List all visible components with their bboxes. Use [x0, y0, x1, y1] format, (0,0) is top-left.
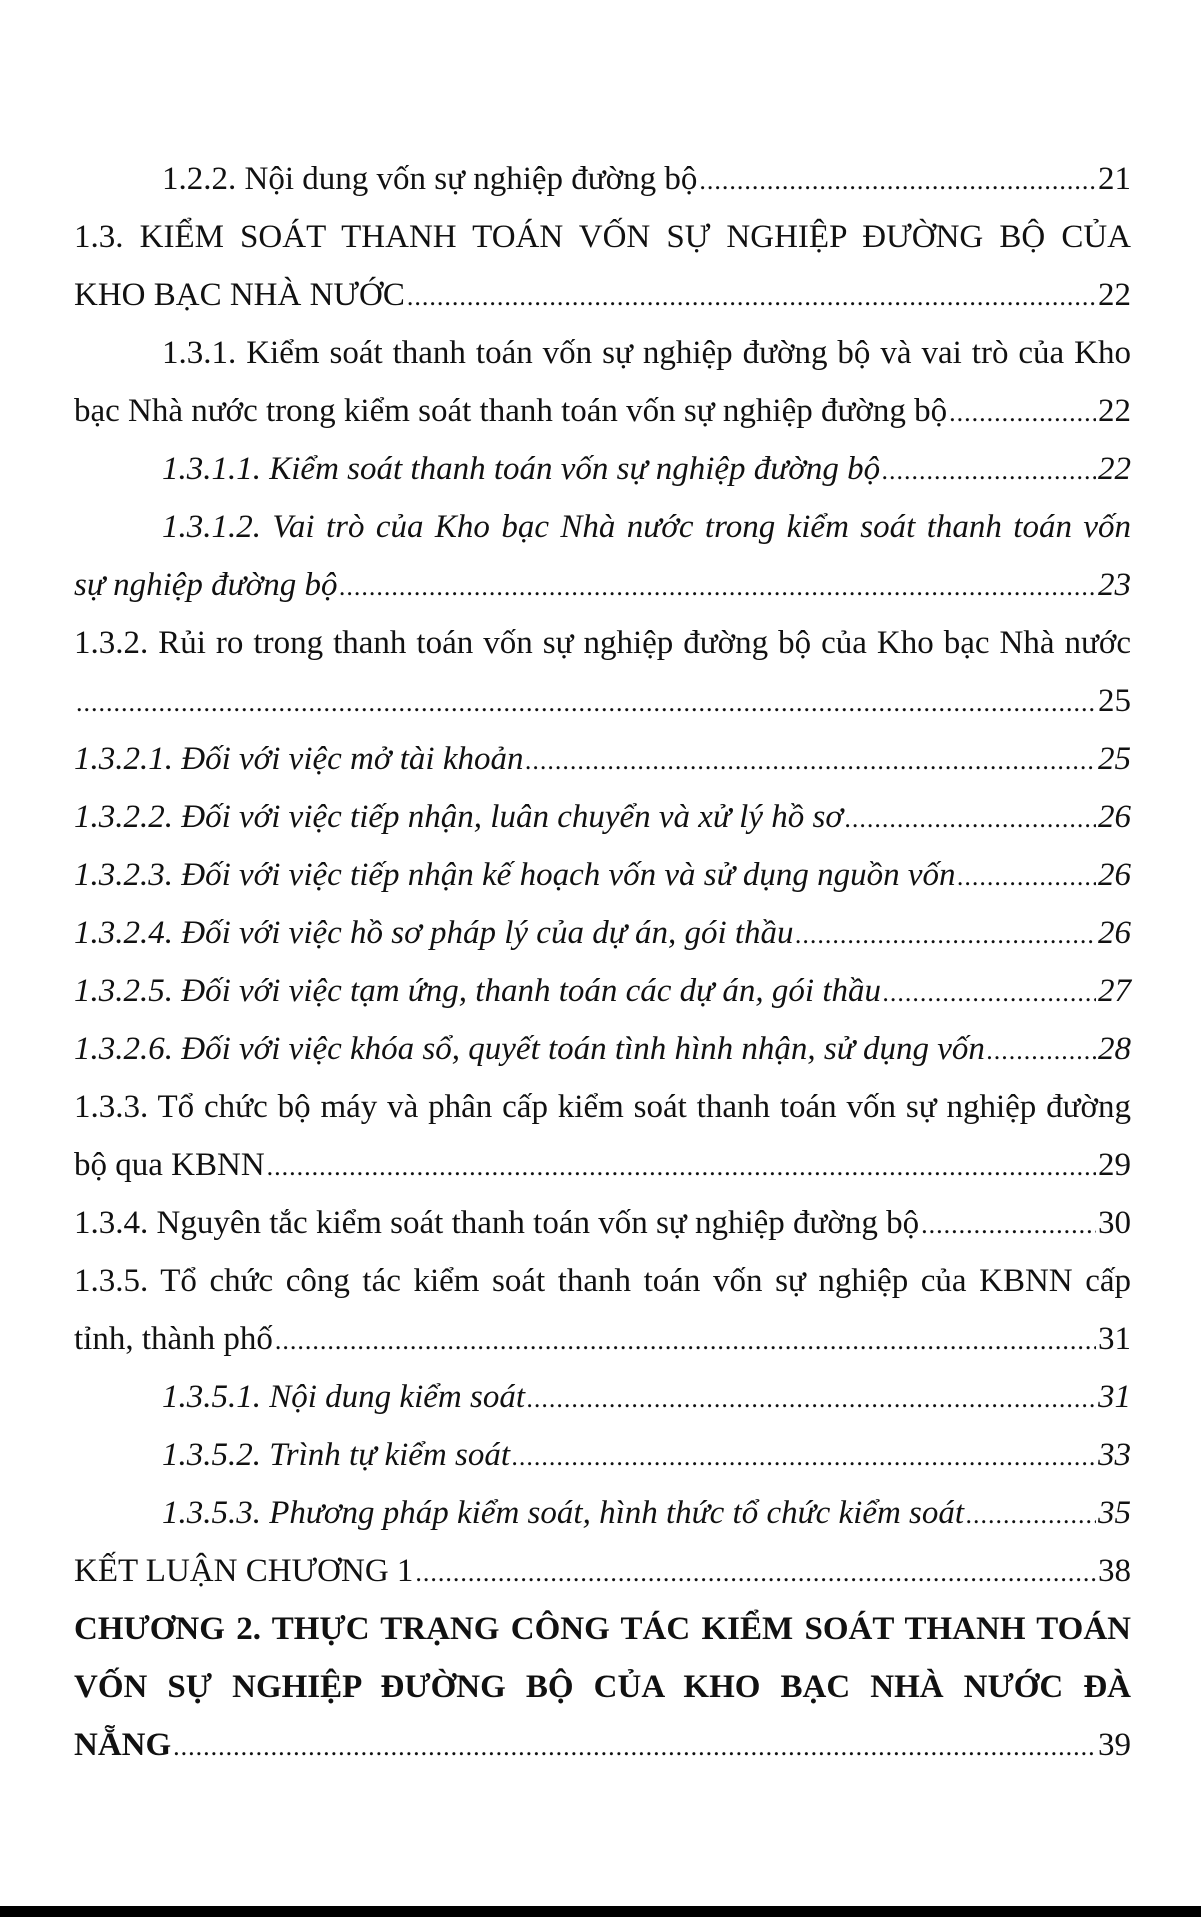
toc-entry-title: 1.3.4. Nguyên tắc kiểm soát thanh toán vốn sự nghiệp đường bộ [74, 1205, 920, 1241]
toc-entry-title[interactable]: 1.3.3. Tổ chức bộ máy và phân cấp kiểm soát thanh toán vốn sự nghiệp đường [74, 1089, 1131, 1125]
toc-page-number: 22 [1098, 451, 1131, 487]
dot-leader [966, 1486, 1096, 1544]
toc-page-number: 31 [1098, 1379, 1131, 1415]
toc-page-number: 26 [1098, 857, 1131, 893]
toc-entry-title: bạc Nhà nước trong kiểm soát thanh toán vốn sự nghiệp đường bộ [74, 393, 948, 429]
dot-leader [796, 906, 1096, 964]
toc-entry-title: 1.3.5.3. Phương pháp kiểm soát, hình thức tổ chức kiểm soát [162, 1495, 965, 1531]
toc-entry[interactable] [74, 1136, 1131, 1194]
toc-page-number: 39 [1098, 1727, 1131, 1763]
dot-leader [275, 1312, 1096, 1370]
dot-leader [845, 790, 1096, 848]
toc-entry-title[interactable]: 1.3.5. Tổ chức công tác kiểm soát thanh toán vốn sự nghiệp của KBNN cấp [74, 1263, 1131, 1299]
toc-page-number: 27 [1098, 973, 1131, 1009]
dot-leader [407, 268, 1096, 326]
dot-leader [949, 384, 1096, 442]
toc-entry-title: KẾT LUẬN CHƯƠNG 1 [74, 1553, 414, 1589]
toc-entry[interactable] [74, 730, 1131, 788]
toc-entry-title: KHO BẠC NHÀ NƯỚC [74, 277, 405, 313]
dot-leader [699, 152, 1096, 210]
toc-chapter-title[interactable]: CHƯƠNG 2. THỰC TRẠNG CÔNG TÁC KIỂM SOÁT THANH TOÁN [74, 1611, 1131, 1647]
toc-page-number: 30 [1098, 1205, 1131, 1241]
toc-page-number: 26 [1098, 915, 1131, 951]
toc-entry-title: 1.3.2.2. Đối với việc tiếp nhận, luân chuyển và xử lý hồ sơ [74, 799, 843, 835]
dot-leader [76, 674, 1096, 732]
toc-entry-title: 1.2.2. Nội dung vốn sự nghiệp đường bộ [162, 161, 698, 197]
toc-entry[interactable] [74, 1716, 1131, 1774]
toc-entry[interactable] [162, 1426, 1131, 1484]
dot-leader [883, 964, 1096, 1022]
toc-page-number: 23 [1098, 567, 1131, 603]
toc-entry[interactable] [162, 440, 1131, 498]
toc-entry[interactable] [74, 382, 1131, 440]
dot-leader [525, 732, 1096, 790]
toc-entry-title: 1.3.1.1. Kiểm soát thanh toán vốn sự nghiệp đường bộ [162, 451, 881, 487]
toc-entry-title: 1.3.2.4. Đối với việc hồ sơ pháp lý của dự án, gói thầu [74, 915, 794, 951]
toc-page-number: 22 [1098, 393, 1131, 429]
toc-page-number: 33 [1098, 1437, 1131, 1473]
toc-entry-title[interactable]: 1.3. KIỂM SOÁT THANH TOÁN VỐN SỰ NGHIỆP ĐƯỜNG BỘ CỦA [74, 219, 1131, 255]
toc-entry[interactable] [74, 1542, 1131, 1600]
toc-entry[interactable] [74, 788, 1131, 846]
toc-entry-title: 1.3.2.1. Đối với việc mở tài khoản [74, 741, 524, 777]
dot-leader [527, 1370, 1096, 1428]
toc-entry[interactable] [162, 1368, 1131, 1426]
toc-entry-title[interactable]: 1.3.2. Rủi ro trong thanh toán vốn sự nghiệp đường bộ của Kho bạc Nhà nước [74, 625, 1131, 661]
dot-leader [921, 1196, 1096, 1254]
toc-entry[interactable] [74, 556, 1131, 614]
toc-page-number: 21 [1098, 161, 1131, 197]
toc-entry[interactable] [74, 266, 1131, 324]
toc-page-number: 22 [1098, 277, 1131, 313]
toc-page-number: 28 [1098, 1031, 1131, 1067]
toc-page-number: 25 [1098, 683, 1131, 719]
dot-leader [987, 1022, 1096, 1080]
toc-entry-title[interactable]: 1.3.1. Kiểm soát thanh toán vốn sự nghiệp đường bộ và vai trò của Kho [162, 335, 1131, 371]
toc-page-number: 29 [1098, 1147, 1131, 1183]
toc-page-number: 35 [1098, 1495, 1131, 1531]
toc-page-number: 25 [1098, 741, 1131, 777]
toc-page-number: 31 [1098, 1321, 1131, 1357]
toc-entry[interactable] [74, 904, 1131, 962]
toc-page-number: 38 [1098, 1553, 1131, 1589]
toc-entry-title: 1.3.2.5. Đối với việc tạm ứng, thanh toán các dự án, gói thầu [74, 973, 882, 1009]
toc-entry-title: 1.3.2.6. Đối với việc khóa sổ, quyết toán tình hình nhận, sử dụng vốn [74, 1031, 985, 1067]
dot-leader [882, 442, 1096, 500]
toc-entry-title: tỉnh, thành phố [74, 1321, 273, 1357]
toc-entry-title: bộ qua KBNN [74, 1147, 265, 1183]
dot-leader [512, 1428, 1096, 1486]
dot-leader [173, 1718, 1096, 1776]
toc-entry[interactable] [74, 672, 1131, 730]
toc-entry[interactable] [74, 962, 1131, 1020]
toc-entry[interactable] [162, 1484, 1131, 1542]
toc-entry[interactable] [162, 150, 1131, 208]
toc-entry-title: sự nghiệp đường bộ [74, 567, 338, 603]
toc-entry-title: 1.3.2.3. Đối với việc tiếp nhận kế hoạch vốn và sử dụng nguồn vốn [74, 857, 956, 893]
dot-leader [267, 1138, 1096, 1196]
toc-page-number: 26 [1098, 799, 1131, 835]
toc-chapter-title[interactable]: VỐN SỰ NGHIỆP ĐƯỜNG BỘ CỦA KHO BẠC NHÀ NƯỚC ĐÀ [74, 1669, 1131, 1705]
toc-entry-title: 1.3.5.1. Nội dung kiểm soát [162, 1379, 525, 1415]
dot-leader [415, 1544, 1096, 1602]
page-bottom-border [0, 1906, 1201, 1917]
toc-chapter-title: NẴNG [74, 1727, 172, 1763]
toc-entry[interactable] [74, 1020, 1131, 1078]
toc-entry-title[interactable]: 1.3.1.2. Vai trò của Kho bạc Nhà nước trong kiểm soát thanh toán vốn [162, 509, 1131, 545]
dot-leader [340, 558, 1096, 616]
dot-leader [958, 848, 1097, 906]
toc-entry[interactable] [74, 846, 1131, 904]
toc-entry-title: 1.3.5.2. Trình tự kiểm soát [162, 1437, 511, 1473]
toc-entry[interactable] [74, 1194, 1131, 1252]
toc-entry[interactable] [74, 1310, 1131, 1368]
